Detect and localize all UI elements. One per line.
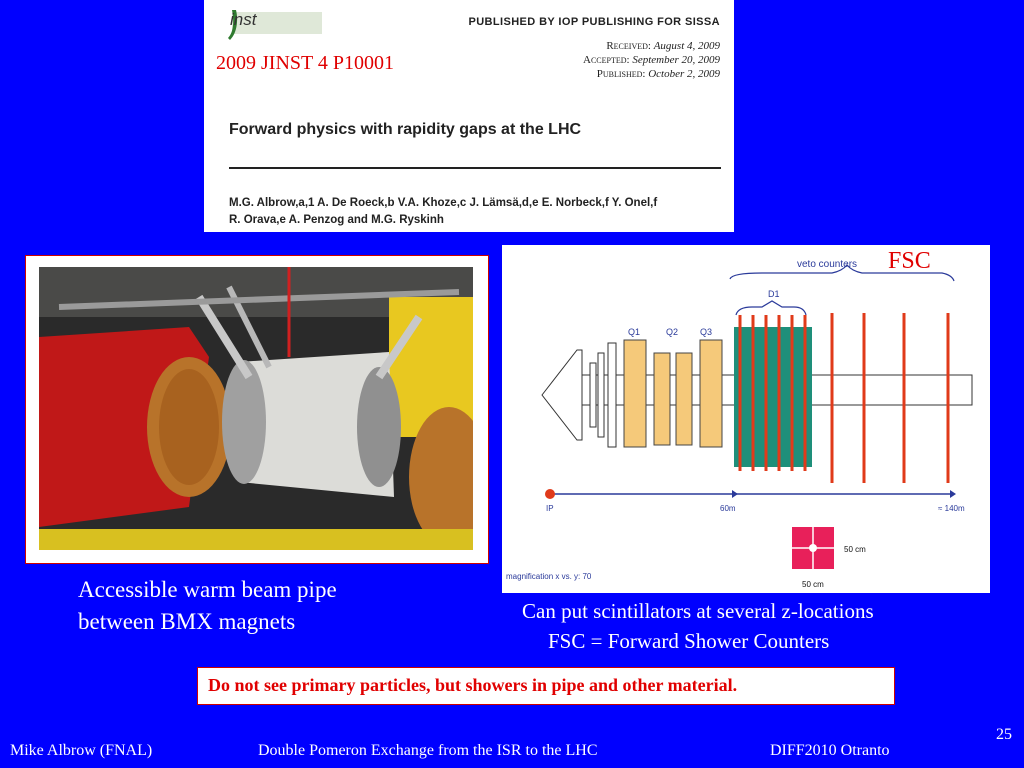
ip-cone-shape (542, 350, 582, 440)
page-number: 25 (996, 726, 1012, 743)
note-box (197, 667, 895, 705)
left-flange-shape (222, 360, 266, 484)
published-date (597, 68, 720, 80)
d1-brace (736, 301, 806, 315)
ip-marker-icon (545, 489, 555, 499)
right-caption-line-2: FSC = Forward Shower Counters (548, 629, 830, 653)
veto-counters-label: veto counters (797, 259, 858, 270)
footer-talk-title: Double Pomeron Exchange from the ISR to the LHC (258, 742, 598, 759)
d1-magnet (734, 327, 812, 467)
right-caption-line-1: Can put scintillators at several z-locations (522, 599, 874, 623)
journal-logo-text: inst (230, 10, 257, 29)
q2a-magnet (654, 353, 670, 445)
d1-label: D1 (768, 289, 780, 299)
note-text: Do not see primary particles, but showers in pipe and other material. (208, 675, 738, 695)
received-label: Received: (606, 40, 651, 52)
left-caption-line-1: Accessible warm beam pipe (78, 577, 337, 602)
q3-magnet (700, 340, 722, 447)
published-label: Published: (596, 68, 646, 80)
beam-pipe-photo (39, 267, 473, 550)
size-bottom-label: 50 cm (802, 580, 824, 589)
paper-header (204, 0, 734, 232)
fsc-label: FSC (888, 248, 931, 274)
size-right-label: 50 cm (844, 545, 866, 554)
q2b-magnet (676, 353, 692, 445)
accepted-label: Accepted: (583, 54, 630, 66)
right-flange-shape (357, 367, 401, 487)
journal-reference: 2009 JINST 4 P10001 (216, 52, 394, 74)
fsc-layout-diagram (502, 245, 990, 593)
fsc-counters (832, 313, 948, 483)
accepted-value: September 20, 2009 (632, 54, 720, 66)
photo-frame (25, 255, 489, 564)
left-caption-line-2: between BMX magnets (78, 609, 296, 634)
q2-label: Q2 (666, 327, 679, 337)
title-divider (229, 167, 721, 169)
q3-label: Q3 (700, 327, 713, 337)
magnification-label: magnification x vs. y: 70 (506, 572, 592, 581)
right-caption (522, 596, 874, 656)
ip-label: IP (546, 504, 554, 513)
140m-label: ≈ 140m (938, 504, 965, 513)
published-value: October 2, 2009 (648, 68, 720, 80)
publisher-line: PUBLISHED BY IOP PUBLISHING FOR SISSA (468, 16, 720, 28)
paper-authors (229, 195, 724, 229)
60m-label: 60m (720, 504, 736, 513)
authors-line-1: M.G. Albrow,a,1 A. De Roeck,b V.A. Khoze,c J. Lämsä,d,e E. Norbeck,f Y. Onel,f (229, 197, 658, 209)
received-value: August 4, 2009 (653, 40, 720, 52)
received-date (606, 40, 720, 52)
q1-label: Q1 (628, 327, 641, 337)
footer-author: Mike Albrow (FNAL) (10, 742, 153, 759)
accepted-date (583, 54, 720, 66)
authors-line-2: R. Orava,e A. Penzog and M.G. Ryskinh (229, 214, 444, 226)
q1-magnet (624, 340, 646, 447)
paper-title: Forward physics with rapidity gaps at the LHC (229, 121, 582, 138)
footer-conference: DIFF2010 Otranto (770, 742, 890, 759)
left-caption (78, 574, 337, 638)
